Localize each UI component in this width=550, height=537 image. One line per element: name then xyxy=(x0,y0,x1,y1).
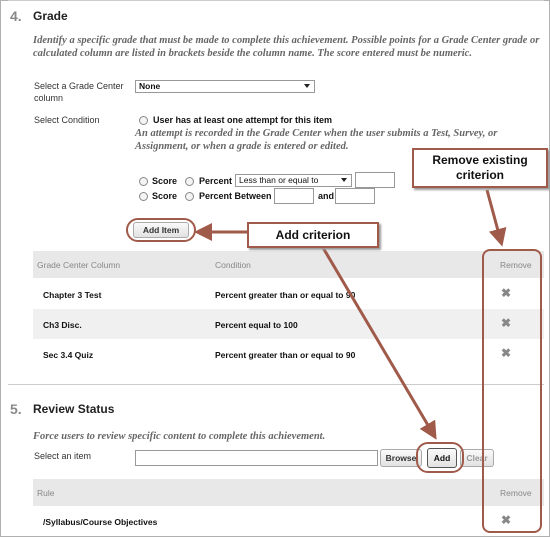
percent-label: Percent xyxy=(199,176,233,186)
add-item-button[interactable]: Add Item xyxy=(133,222,189,238)
row-rule: /Syllabus/Course Objectives xyxy=(43,517,158,527)
row-column-name: Ch3 Disc. xyxy=(43,320,82,330)
and-label: and xyxy=(318,191,335,201)
grade-table-header-condition: Condition xyxy=(215,260,251,270)
row-column-name: Sec 3.4 Quiz xyxy=(43,350,94,360)
grade-table-header-column: Grade Center Column xyxy=(37,260,121,270)
review-table-header-rule: Rule xyxy=(37,488,55,498)
percent-between-label: Percent Between xyxy=(199,191,272,201)
arrow-to-add-button xyxy=(322,246,432,432)
score-label-1: Score xyxy=(152,176,178,186)
select-condition-label: Select Condition xyxy=(34,115,100,125)
select-item-label: Select an item xyxy=(34,451,92,461)
browse-button[interactable]: Browse xyxy=(380,449,422,467)
row-condition: Percent greater than or equal to 90 xyxy=(215,290,356,300)
row-condition: Percent greater than or equal to 90 xyxy=(215,350,356,360)
score-label-2: Score xyxy=(152,191,178,201)
grade-section-number: 4. xyxy=(10,8,22,24)
add-button[interactable]: Add xyxy=(427,448,457,468)
remove-row-icon[interactable]: ✖ xyxy=(501,513,512,527)
review-table-header-remove: Remove xyxy=(500,488,532,498)
row-column-name: Chapter 3 Test xyxy=(43,290,102,300)
review-instructions: Force users to review specific content to complete this achievement. xyxy=(33,431,326,442)
remove-row-icon[interactable]: ✖ xyxy=(501,346,512,360)
review-section-title: Review Status xyxy=(33,402,115,416)
grade-column-select-value: None xyxy=(139,81,161,91)
clear-button[interactable]: Clear xyxy=(460,449,494,467)
grade-section-title: Grade xyxy=(33,9,68,23)
select-column-label: Select a Grade Center column xyxy=(34,81,124,103)
grade-instructions: Identify a specific grade that must be made to complete this achievement. Possible points for a Grade Center grade or calculated column are listed in brackets beside the column name. The score entered must be numeric. xyxy=(33,35,540,59)
callout-remove-existing: Remove existing criterion xyxy=(412,148,548,188)
callout-add-criterion: Add criterion xyxy=(247,222,379,248)
remove-row-icon[interactable]: ✖ xyxy=(501,316,512,330)
row-condition: Percent equal to 100 xyxy=(215,320,298,330)
attempt-note: An attempt is recorded in the Grade Center when the user submits a Test, Survey, or Assignment, or when a grade is entered or edited. xyxy=(135,128,498,152)
attempt-option-label: User has at least one attempt for this item xyxy=(153,115,333,125)
arrow-to-remove-column xyxy=(487,190,500,238)
grade-table-header-remove: Remove xyxy=(500,260,532,270)
percent-compare-value: Less than or equal to xyxy=(239,175,319,185)
review-section-number: 5. xyxy=(10,401,22,417)
remove-row-icon[interactable]: ✖ xyxy=(501,286,512,300)
